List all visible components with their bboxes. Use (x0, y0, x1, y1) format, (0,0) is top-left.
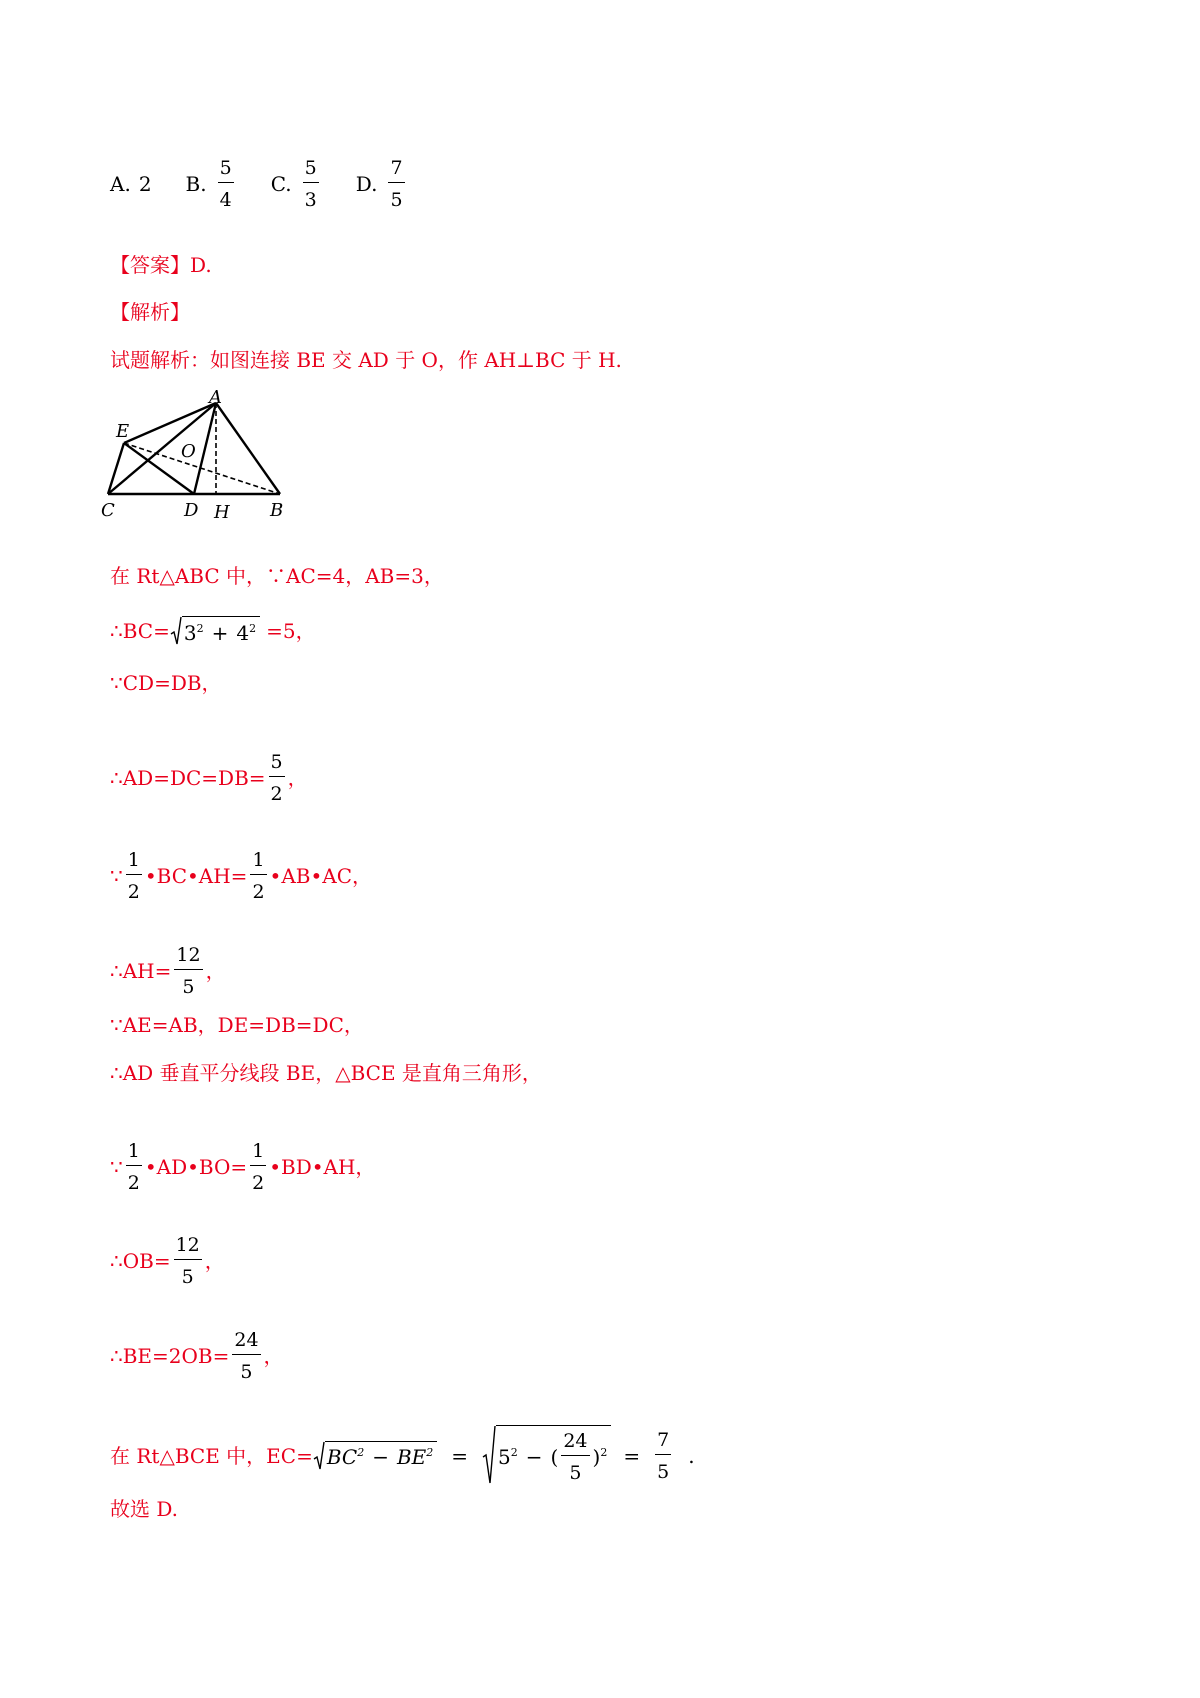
exponent: 2 (600, 1446, 608, 1459)
radical-sign-icon (482, 1425, 496, 1485)
step-2 (110, 616, 316, 646)
fraction-denominator: 2 (252, 1172, 265, 1194)
option-d (356, 155, 408, 213)
step-11 (110, 1327, 284, 1385)
exponent: 2 (196, 621, 204, 635)
fraction-numerator: 1 (126, 1138, 142, 1166)
equals-sign: = (451, 1443, 469, 1468)
radicand (325, 1441, 437, 1471)
step-8 (110, 1061, 542, 1085)
fraction-denominator: 5 (657, 1460, 670, 1483)
fraction-numerator: 12 (174, 1232, 202, 1260)
option-a (110, 172, 152, 196)
options-row (110, 155, 442, 213)
fraction-numerator: 5 (303, 155, 319, 183)
step-4 (110, 749, 308, 807)
step-11-prefix: ∴BE=2OB= (110, 1344, 230, 1368)
step-3 (110, 671, 222, 695)
segment-ea (124, 403, 216, 443)
geometry-figure (101, 387, 314, 530)
step-5-suffix: •AB•AC， (269, 864, 373, 888)
sqrt-expression (313, 1441, 437, 1471)
paren-left: ( (550, 1445, 559, 1469)
fraction-numerator: 24 (561, 1428, 589, 1456)
exponent: 2 (510, 1446, 518, 1459)
radicand-term: BC (326, 1445, 358, 1469)
point-label-d: D (184, 500, 199, 521)
fraction-denominator: 5 (182, 976, 195, 998)
point-label-e: E (116, 421, 130, 442)
fraction (126, 1138, 142, 1196)
paren-right: ) (592, 1445, 601, 1469)
option-c-label: C. (270, 172, 292, 196)
analysis-tag: 【解析】 (110, 300, 190, 324)
step-2-prefix: ∴BC= (110, 619, 170, 643)
segment-ca (108, 403, 216, 494)
fraction-numerator: 1 (126, 847, 142, 875)
fraction-numerator: 24 (232, 1327, 260, 1355)
step-9-prefix: ∵ (110, 1155, 123, 1179)
step-7-text: ∵AE=AB，DE=DB=DC， (110, 1013, 364, 1037)
sqrt-expression (170, 616, 260, 646)
analysis-heading (110, 300, 190, 324)
figure-dashed-lines (124, 403, 280, 494)
fraction-numerator: 5 (269, 749, 285, 777)
conclusion (110, 1497, 178, 1521)
option-d-fraction (388, 155, 404, 213)
point-label-b: B (270, 500, 284, 521)
answer-value: D. (190, 253, 212, 277)
fraction (269, 749, 285, 807)
intro-text: 试题解析：如图连接 BE 交 AD 于 O，作 AH⊥BC 于 H. (110, 348, 622, 372)
step-3-text: ∵CD=DB， (110, 671, 222, 695)
operator: − (372, 1445, 389, 1469)
step-9-suffix: •BD•AH， (269, 1155, 376, 1179)
radicand-term: BE (396, 1445, 427, 1469)
step-12-prefix: 在 Rt△BCE 中，EC= (110, 1443, 313, 1468)
step-4-prefix: ∴AD=DC=DB= (110, 766, 266, 790)
sqrt-expression (482, 1425, 611, 1486)
fraction (655, 1427, 671, 1485)
step-8-text: ∴AD 垂直平分线段 BE，△BCE 是直角三角形， (110, 1061, 542, 1085)
point-label-o: O (181, 441, 196, 462)
radicand-term: 5 (498, 1445, 511, 1469)
radicand (496, 1425, 611, 1486)
step-1-text: 在 Rt△ABC 中，∵AC=4，AB=3， (110, 564, 444, 588)
radicand (182, 616, 260, 646)
fraction-numerator: 12 (174, 942, 202, 970)
step-6-prefix: ∴AH= (110, 959, 172, 983)
fraction-numerator: 7 (388, 155, 404, 183)
step-1 (110, 564, 444, 588)
fraction-numerator: 7 (655, 1427, 671, 1455)
step-5-prefix: ∵ (110, 864, 123, 888)
fraction (250, 1138, 266, 1196)
fraction (126, 847, 142, 905)
fraction (250, 847, 266, 905)
fraction-denominator: 2 (127, 1172, 140, 1194)
option-a-value: 2 (138, 172, 152, 196)
segment-ab (216, 403, 280, 494)
step-9-middle: •AD•BO= (144, 1155, 248, 1179)
step-12-suffix: . (688, 1443, 695, 1468)
radical-sign-icon (170, 616, 182, 646)
equals-sign: = (623, 1443, 641, 1468)
step-12 (110, 1425, 695, 1486)
fraction-denominator: 5 (390, 189, 403, 211)
option-a-label: A. (110, 172, 131, 196)
fraction-denominator: 5 (240, 1361, 253, 1383)
point-label-c: C (101, 500, 115, 521)
operator: − (525, 1445, 543, 1469)
fraction-denominator: 2 (127, 881, 140, 903)
step-11-suffix: ， (263, 1344, 284, 1368)
step-2-suffix: =5， (266, 619, 316, 643)
segment-eb (124, 443, 280, 494)
step-10 (110, 1232, 225, 1290)
fraction (561, 1428, 589, 1486)
fraction (174, 1232, 202, 1290)
answer-line (110, 253, 212, 277)
segment-ad (194, 403, 216, 494)
conclusion-text: 故选 D. (110, 1497, 179, 1521)
fraction-numerator: 1 (250, 1138, 266, 1166)
answer-tag: 【答案】 (110, 253, 190, 277)
radicand-term: 4 (236, 620, 250, 645)
option-b (186, 155, 237, 213)
option-b-fraction (218, 155, 234, 213)
fraction-denominator: 2 (270, 783, 283, 805)
option-c-fraction (303, 155, 319, 213)
fraction-denominator: 4 (219, 189, 232, 211)
fraction-numerator: 5 (218, 155, 234, 183)
step-6 (110, 942, 226, 1000)
fraction-denominator: 5 (181, 1266, 194, 1288)
option-c (271, 155, 322, 213)
point-label-h: H (214, 502, 230, 523)
fraction-denominator: 3 (304, 189, 317, 211)
option-d-label: D. (355, 172, 378, 196)
step-10-prefix: ∴OB= (110, 1249, 171, 1273)
option-b-label: B. (185, 172, 207, 196)
fraction-denominator: 5 (569, 1462, 582, 1484)
fraction-denominator: 2 (252, 881, 265, 903)
point-label-a: A (209, 387, 222, 408)
step-7 (110, 1013, 364, 1037)
step-10-suffix: ， (204, 1249, 225, 1273)
step-5 (110, 847, 372, 905)
exponent: 2 (426, 1446, 434, 1459)
exponent: 2 (357, 1446, 365, 1459)
fraction-numerator: 1 (250, 847, 266, 875)
step-6-suffix: ， (205, 959, 226, 983)
step-5-middle: •BC•AH= (144, 864, 248, 888)
radicand-term: 3 (183, 620, 197, 645)
operator: + (211, 620, 229, 645)
fraction (174, 942, 202, 1000)
step-9 (110, 1138, 375, 1196)
step-4-suffix: ， (287, 766, 308, 790)
exponent: 2 (249, 621, 257, 635)
fraction (232, 1327, 260, 1385)
radical-sign-icon (313, 1441, 325, 1471)
analysis-intro (110, 348, 622, 372)
